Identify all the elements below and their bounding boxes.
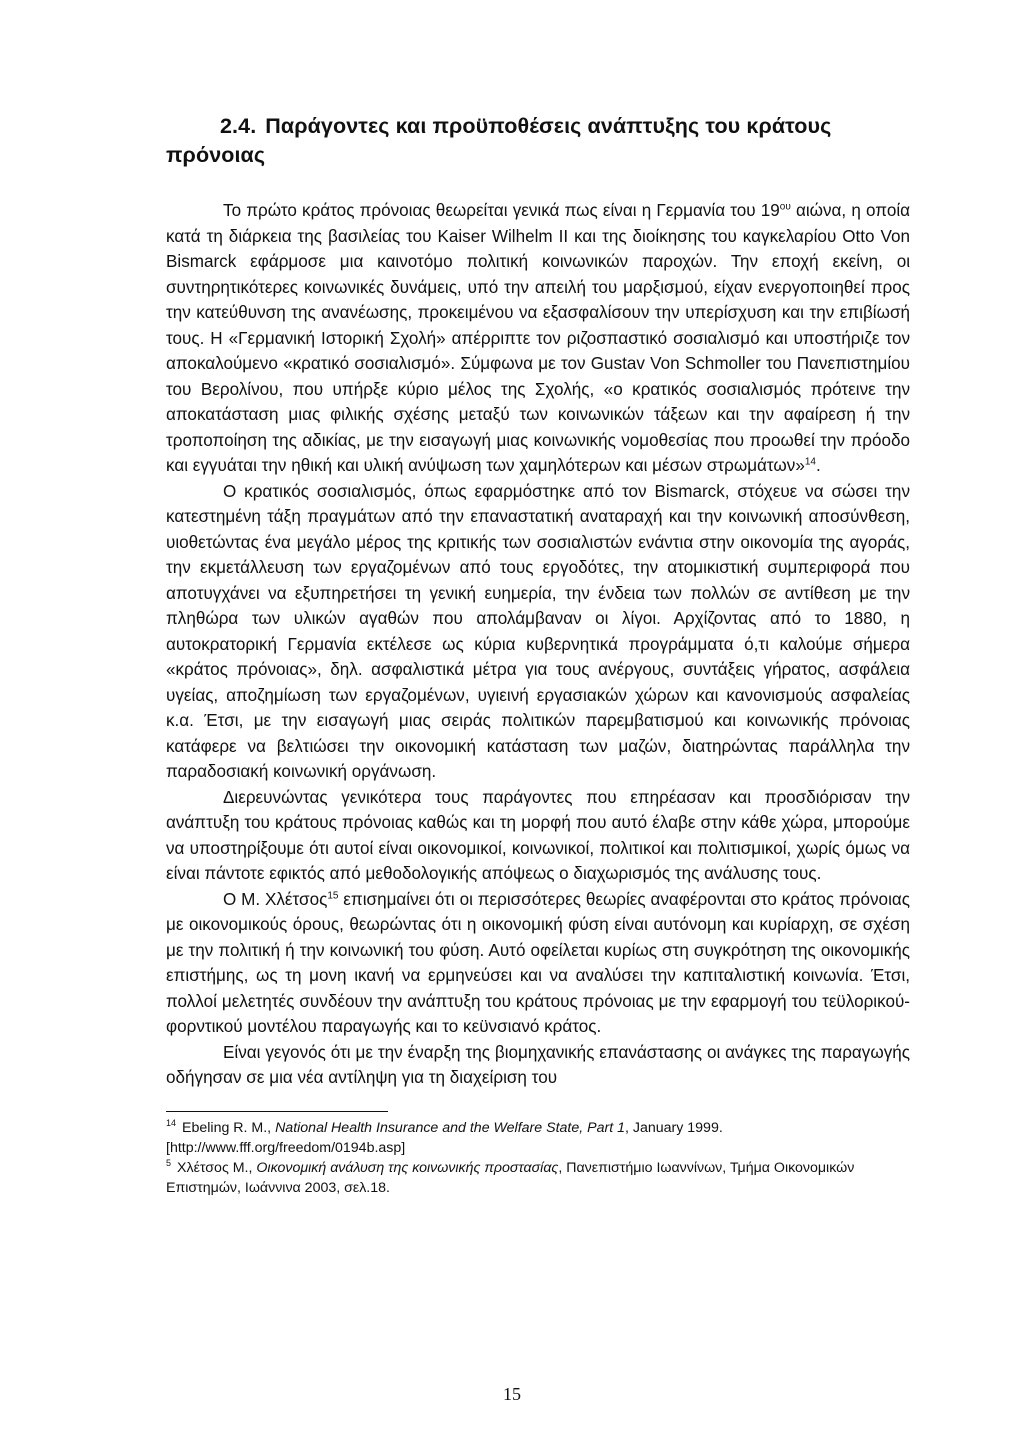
footnote-14 (166, 1118, 910, 1158)
paragraph-4-part-a: Ο Μ. Χλέτσος (223, 889, 328, 909)
footnote-number: 5 (166, 1157, 172, 1168)
footnote-number: 14 (166, 1117, 177, 1128)
footnote-15 (166, 1158, 910, 1198)
paragraph-5: Είναι γεγονός ότι με την έναρξη της βιομηχανικής επανάστασης οι ανάγκες της παραγωγής οδήγησαν σε μια νέα αντίληψη για τη διαχείριση του (166, 1042, 910, 1087)
footnote-title: Οικονομική ανάλυση της κοινωνικής προστασίας (256, 1159, 559, 1176)
footnote-author: Ebeling R. M., (182, 1119, 276, 1136)
century-superscript: ου (779, 201, 791, 213)
footnote-divider (166, 1111, 388, 1112)
footnote-ref-15: 15 (327, 889, 339, 901)
section-title: Παράγοντες και προϋποθέσεις ανάπτυξης του κράτους πρόνοιας (166, 114, 832, 167)
footnote-ref-14: 14 (804, 456, 816, 468)
section-heading (166, 112, 910, 170)
paragraph-3: Διερευνώντας γενικότερα τους παράγοντες που επηρέασαν και προσδιόρισαν την ανάπτυξη του κράτους πρόνοιας καθώς και τη μορφή που αυτό έλαβε στην κάθε χώρα, μπορούμε να υποστηρίξουμε ότι αυτοί είναι οικονομικοί, κοινωνικοί, πολιτικοί και πολιτισμικοί, χωρίς όμως να είναι πάντοτε εφικτός από μεθοδολογικής απόψεως ο διαχωρισμός της ανάλυσης τους. (166, 787, 910, 883)
paragraph-1-part-c: . (815, 456, 821, 475)
section-number: 2.4. (220, 114, 257, 138)
footnote-details: , Πανεπιστήμιο Ιωαννίνων, Τμήμα Οικονομικών Επιστημών, Ιωάννινα 2003, σελ.18. (166, 1159, 855, 1196)
paragraph-1 (166, 198, 910, 479)
page-number: 15 (503, 1384, 521, 1404)
paragraph-4-part-b: επισημαίνει ότι οι περισσότερες θεωρίες αναφέρονται στο κράτος πρόνοιας με οικονομικούς όρους, θεωρώντας ότι η οικονομική φύση είναι αυτόνομη και κυρίαρχη, σε σχέση με την πολιτική ή την κοινωνική του φύση. Αυτό οφείλεται κυρίως στη συγκρότηση της οικονομικής επιστήμης, ως τη μονη ικανή να ερμηνεύσει και να αναλύσει την καπιταλιστική κοινωνία. Έτσι, πολλοί μελετητές συνδέουν την ανάπτυξη του κράτους πρόνοιας με την εφαρμογή του τεϋλορικού-φορντικού μοντέλου παραγωγής και το κεϋνσιανό κράτος. (166, 889, 910, 1036)
paragraph-4 (166, 887, 910, 1040)
footnote-details: , January 1999. [http://www.fff.org/freedom/0194b.asp] (166, 1119, 723, 1156)
paragraph-2: Ο κρατικός σοσιαλισμός, όπως εφαρμόστηκε από τον Bismarck, στόχευε να σώσει την κατεστημένη τάξη πραγμάτων από την επαναστατική αναταραχή και την κοινωνική αποσύνθεση, υιοθετώντας ένα μεγάλο μέρος της κριτικής των σοσιαλιστών ενάντια στην οικονομία της αγοράς, την εκμετάλλευση των εργαζομένων από τους εργοδότες, την ατομικιστική συμπεριφορά που αποτυγχάνει να εξυπηρετήσει τη γενική ευημερία, την ένδεια των πολλών σε αντίθεση με την πληθώρα των υλικών αγαθών που απολάμβαναν οι λίγοι. Αρχίζοντας από το 1880, η αυτοκρατορική Γερμανία εκτέλεσε ως κύρια κυβερνητικά προγράμματα ό,τι καλούμε σήμερα «κράτος πρόνοιας», δηλ. ασφαλιστικά μέτρα για τους ανέργους, συντάξεις γήρατος, ασφάλεια υγείας, αποζημίωση των εργαζομένων, υγιεινή εργασιακών χώρων και κανονισμούς ασφαλείας κ.α. Έτσι, με την εισαγωγή μιας σειράς πολιτικών παρεμβατισμού και κοινωνικής πρόνοιας κατάφερε να βελτιώσει την οικονομική κατάσταση των μαζών, διατηρώντας παράλληλα την παραδοσιακή κοινωνική οργάνωση. (166, 481, 910, 781)
paragraph-1-part-b: αιώνα, η οποία κατά τη διάρκεια της βασιλείας του Kaiser Wilhelm II και της διοίκησης του καγκελαρίου Otto Von Bismarck εφάρμοσε μια καινοτόμο πολιτική κοινωνικών παροχών. Την εποχή εκείνη, οι συντηρητικότερες κοινωνικές δυνάμεις, υπό την απειλή του μαρξισμού, είχαν ενεργοποιηθεί προς την κατεύθυνση της ανανέωσης, προκειμένου να εξασφαλίσουν την υπερίσχυση και την επιβίωσή τους. Η «Γερμανική Ιστορική Σχολή» απέρριπτε τον ριζοσπαστικό σοσιαλισμό και υποστήριζε τον αποκαλούμενο «κρατικό σοσιαλισμό». Σύμφωνα με τον Gustav Von Schmoller του Πανεπιστημίου του Βερολίνου, που υπήρξε κύριο μέλος της Σχολής, «ο κρατικός σοσιαλισμός πρότεινε την αποκατάσταση μιας φιλικής σχέσης μεταξύ των κοινωνικών τάξεων και την αφαίρεση ή την τροποποίηση της αδικίας, με την εισαγωγή μιας κοινωνικής νομοθεσίας που προωθεί την πρόοδο και εγγυάται την ηθική και υλική ανύψωση των χαμηλότερων και μέσων στρωμάτων» (166, 201, 910, 475)
footnotes (166, 1118, 910, 1198)
body-text (166, 198, 910, 1091)
document-page (166, 112, 910, 1198)
footnote-title: National Health Insurance and the Welfare State, Part 1 (275, 1119, 625, 1136)
paragraph-1-part-a: Το πρώτο κράτος πρόνοιας θεωρείται γενικά πως είναι η Γερμανία του 19 (223, 201, 780, 220)
footnote-author: Χλέτσος Μ., (177, 1159, 257, 1176)
